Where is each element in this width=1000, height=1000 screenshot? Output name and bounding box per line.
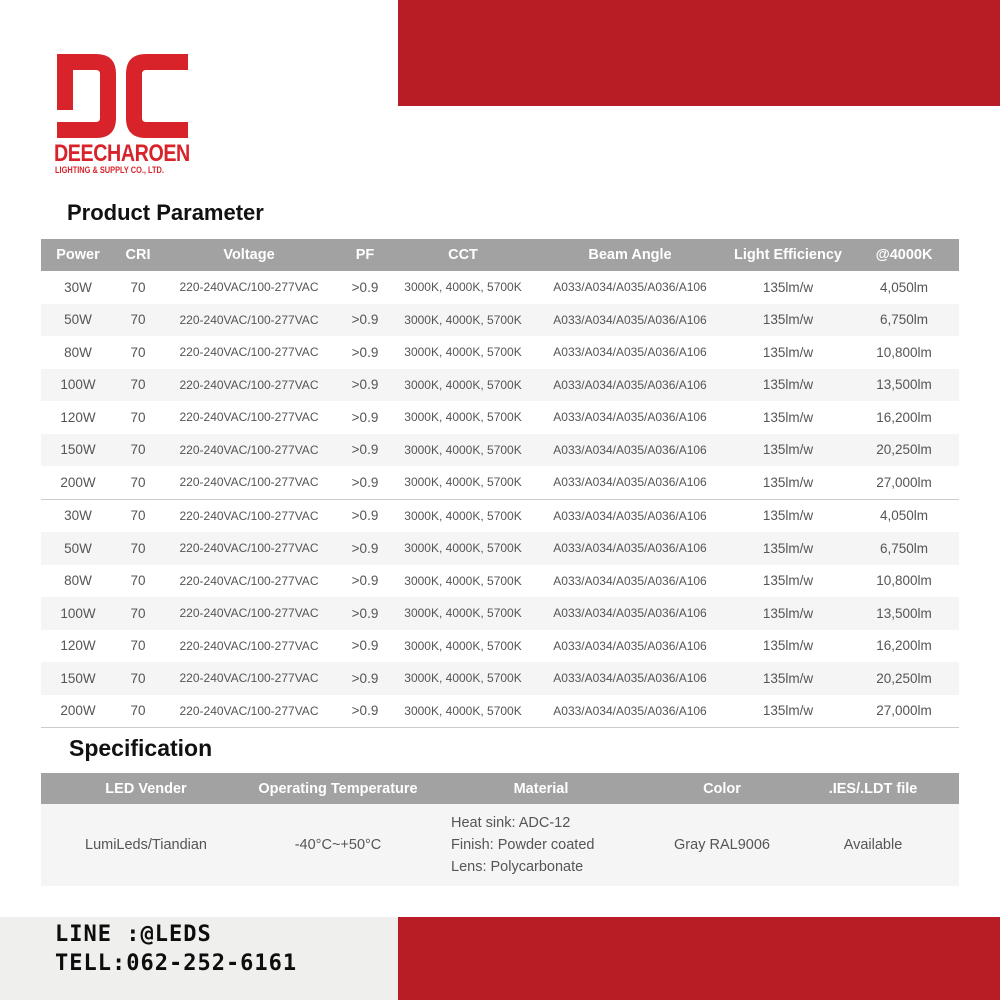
cell-power: 200W <box>60 703 96 719</box>
cell-lumen-4000k: 10,800lm <box>876 573 932 589</box>
cell-power: 80W <box>64 344 92 360</box>
cell-light-efficiency: 135lm/w <box>762 377 814 393</box>
product-parameter-title: Product Parameter <box>67 200 264 225</box>
specification-row <box>41 804 959 886</box>
parameter-group-a <box>41 271 959 499</box>
cell-voltage: 220-240VAC/100-277VAC <box>179 508 319 523</box>
table-row <box>41 500 959 533</box>
header-material: Material <box>513 780 569 797</box>
cell-voltage: 220-240VAC/100-277VAC <box>179 475 319 490</box>
cell-light-efficiency: 135lm/w <box>762 638 814 654</box>
cell-cri: 70 <box>130 703 146 719</box>
cell-light-efficiency: 135lm/w <box>762 573 814 589</box>
cell-lumen-4000k: 4,050lm <box>879 508 929 524</box>
cell-voltage: 220-240VAC/100-277VAC <box>179 377 319 392</box>
cell-power: 200W <box>60 474 96 490</box>
header-color: Color <box>703 780 741 797</box>
material-value <box>425 812 657 878</box>
header-operating-temperature: Operating Temperature <box>258 780 418 797</box>
cell-cct: 3000K, 4000K, 5700K <box>404 280 522 295</box>
cell-pf: >0.9 <box>351 670 379 686</box>
cell-light-efficiency: 135lm/w <box>762 442 814 458</box>
cell-cct: 3000K, 4000K, 5700K <box>404 312 522 327</box>
cell-power: 120W <box>60 409 96 425</box>
cell-voltage: 220-240VAC/100-277VAC <box>179 703 319 718</box>
table-row <box>41 662 959 695</box>
header-light-efficiency: Light Efficiency <box>734 247 842 263</box>
cell-lumen-4000k: 20,250lm <box>876 670 932 686</box>
cell-pf: >0.9 <box>351 638 379 654</box>
cell-cri: 70 <box>130 573 146 589</box>
cell-voltage: 220-240VAC/100-277VAC <box>179 280 319 295</box>
cell-beam-angle: A033/A034/A035/A036/A106 <box>553 345 707 360</box>
cell-cri: 70 <box>130 279 146 295</box>
cell-power: 50W <box>64 540 92 556</box>
cell-pf: >0.9 <box>351 442 379 458</box>
cell-light-efficiency: 135lm/w <box>762 540 814 556</box>
cell-cct: 3000K, 4000K, 5700K <box>404 442 522 457</box>
cell-voltage: 220-240VAC/100-277VAC <box>179 345 319 360</box>
table-row <box>41 369 959 402</box>
header-ies-ldt-file: .IES/.LDT file <box>828 780 918 797</box>
cell-voltage: 220-240VAC/100-277VAC <box>179 638 319 653</box>
cell-beam-angle: A033/A034/A035/A036/A106 <box>553 410 707 425</box>
material-lens: Lens: Polycarbonate <box>451 859 584 875</box>
cell-cri: 70 <box>130 638 146 654</box>
cell-cri: 70 <box>130 605 146 621</box>
cell-cct: 3000K, 4000K, 5700K <box>404 638 522 653</box>
cell-pf: >0.9 <box>351 279 379 295</box>
cell-pf: >0.9 <box>351 409 379 425</box>
cell-cct: 3000K, 4000K, 5700K <box>404 703 522 718</box>
cell-beam-angle: A033/A034/A035/A036/A106 <box>553 312 707 327</box>
table-row <box>41 532 959 565</box>
cell-lumen-4000k: 6,750lm <box>879 312 929 328</box>
cell-cri: 70 <box>130 508 146 524</box>
tel-contact: TELL:062-252-6161 <box>55 951 298 976</box>
cell-cri: 70 <box>130 540 146 556</box>
cell-pf: >0.9 <box>351 573 379 589</box>
parameter-group-b <box>41 500 959 728</box>
table-bottom-line <box>41 727 959 728</box>
header-cct: CCT <box>448 247 478 263</box>
cell-cri: 70 <box>130 312 146 328</box>
cell-power: 100W <box>60 377 96 393</box>
cell-power: 50W <box>64 312 92 328</box>
table-row <box>41 565 959 598</box>
cell-light-efficiency: 135lm/w <box>762 703 814 719</box>
specification-table <box>41 773 959 886</box>
cell-cct: 3000K, 4000K, 5700K <box>404 410 522 425</box>
top-red-banner <box>398 0 1000 106</box>
cell-lumen-4000k: 16,200lm <box>876 409 932 425</box>
cell-power: 150W <box>60 442 96 458</box>
cell-light-efficiency: 135lm/w <box>762 344 814 360</box>
table-row <box>41 434 959 467</box>
cell-light-efficiency: 135lm/w <box>762 474 814 490</box>
cell-cri: 70 <box>130 474 146 490</box>
cell-voltage: 220-240VAC/100-277VAC <box>179 442 319 457</box>
cell-pf: >0.9 <box>351 377 379 393</box>
line-contact: LINE :@LEDS <box>55 922 212 947</box>
cell-light-efficiency: 135lm/w <box>762 508 814 524</box>
cell-power: 100W <box>60 605 96 621</box>
header-beam-angle: Beam Angle <box>588 247 672 263</box>
cell-pf: >0.9 <box>351 344 379 360</box>
cell-cct: 3000K, 4000K, 5700K <box>404 508 522 523</box>
table-row <box>41 597 959 630</box>
cell-beam-angle: A033/A034/A035/A036/A106 <box>553 703 707 718</box>
cell-pf: >0.9 <box>351 703 379 719</box>
header-pf: PF <box>355 247 375 263</box>
cell-cri: 70 <box>130 442 146 458</box>
cell-lumen-4000k: 16,200lm <box>876 638 932 654</box>
cell-light-efficiency: 135lm/w <box>762 605 814 621</box>
cell-beam-angle: A033/A034/A035/A036/A106 <box>553 508 707 523</box>
cell-light-efficiency: 135lm/w <box>762 670 814 686</box>
cell-pf: >0.9 <box>351 312 379 328</box>
cell-cct: 3000K, 4000K, 5700K <box>404 541 522 556</box>
cell-beam-angle: A033/A034/A035/A036/A106 <box>553 541 707 556</box>
cell-lumen-4000k: 27,000lm <box>876 474 932 490</box>
cell-light-efficiency: 135lm/w <box>762 312 814 328</box>
cell-voltage: 220-240VAC/100-277VAC <box>179 410 319 425</box>
cell-lumen-4000k: 13,500lm <box>876 605 932 621</box>
cell-lumen-4000k: 27,000lm <box>876 703 932 719</box>
cell-beam-angle: A033/A034/A035/A036/A106 <box>553 475 707 490</box>
cell-beam-angle: A033/A034/A035/A036/A106 <box>553 671 707 686</box>
cell-light-efficiency: 135lm/w <box>762 279 814 295</box>
color-value: Gray RAL9006 <box>674 837 770 853</box>
cell-voltage: 220-240VAC/100-277VAC <box>179 671 319 686</box>
cell-beam-angle: A033/A034/A035/A036/A106 <box>553 377 707 392</box>
table-row <box>41 271 959 304</box>
cell-lumen-4000k: 13,500lm <box>876 377 932 393</box>
table-row <box>41 695 959 728</box>
cell-lumen-4000k: 4,050lm <box>879 279 929 295</box>
cell-lumen-4000k: 20,250lm <box>876 442 932 458</box>
cell-cri: 70 <box>130 377 146 393</box>
cell-cri: 70 <box>130 670 146 686</box>
cell-beam-angle: A033/A034/A035/A036/A106 <box>553 638 707 653</box>
header-power: Power <box>56 247 100 263</box>
cell-beam-angle: A033/A034/A035/A036/A106 <box>553 606 707 621</box>
cell-light-efficiency: 135lm/w <box>762 409 814 425</box>
header-voltage: Voltage <box>223 247 275 263</box>
material-heat-sink: Heat sink: ADC-12 <box>451 815 571 831</box>
cell-cct: 3000K, 4000K, 5700K <box>404 671 522 686</box>
specification-table-header <box>41 773 959 804</box>
cell-lumen-4000k: 6,750lm <box>879 540 929 556</box>
table-row <box>41 304 959 337</box>
led-vender-value: LumiLeds/Tiandian <box>85 837 207 853</box>
cell-cct: 3000K, 4000K, 5700K <box>404 345 522 360</box>
cell-voltage: 220-240VAC/100-277VAC <box>179 312 319 327</box>
table-row <box>41 401 959 434</box>
header-led-vender: LED Vender <box>105 780 187 797</box>
cell-power: 30W <box>64 508 92 524</box>
cell-cri: 70 <box>130 409 146 425</box>
cell-power: 120W <box>60 638 96 654</box>
cell-beam-angle: A033/A034/A035/A036/A106 <box>553 442 707 457</box>
table-row <box>41 336 959 369</box>
cell-cct: 3000K, 4000K, 5700K <box>404 475 522 490</box>
cell-lumen-4000k: 10,800lm <box>876 344 932 360</box>
dc-logo-mark-icon <box>54 52 194 140</box>
cell-beam-angle: A033/A034/A035/A036/A106 <box>553 280 707 295</box>
cell-voltage: 220-240VAC/100-277VAC <box>179 606 319 621</box>
operating-temperature-value: -40°C~+50°C <box>294 837 382 853</box>
cell-voltage: 220-240VAC/100-277VAC <box>179 541 319 556</box>
brand-subtitle: LIGHTING & SUPPLY CO., LTD. <box>55 165 164 176</box>
cell-cri: 70 <box>130 344 146 360</box>
cell-pf: >0.9 <box>351 474 379 490</box>
header-lumen-4000k: @4000K <box>875 247 933 263</box>
cell-beam-angle: A033/A034/A035/A036/A106 <box>553 573 707 588</box>
cell-pf: >0.9 <box>351 508 379 524</box>
cell-cct: 3000K, 4000K, 5700K <box>404 377 522 392</box>
cell-pf: >0.9 <box>351 605 379 621</box>
table-row <box>41 630 959 663</box>
brand-name: DEECHAROEN <box>54 140 190 167</box>
cell-cct: 3000K, 4000K, 5700K <box>404 573 522 588</box>
header-cri: CRI <box>125 247 151 263</box>
company-logo <box>54 52 194 182</box>
product-parameter-table <box>41 239 959 728</box>
parameter-table-header <box>41 239 959 271</box>
footer-red-banner <box>398 917 1000 1000</box>
table-row <box>41 466 959 499</box>
cell-voltage: 220-240VAC/100-277VAC <box>179 573 319 588</box>
cell-cct: 3000K, 4000K, 5700K <box>404 606 522 621</box>
material-finish: Finish: Powder coated <box>451 837 595 853</box>
specification-title: Specification <box>69 735 213 761</box>
cell-power: 30W <box>64 279 92 295</box>
ies-file-value: Available <box>843 837 903 853</box>
cell-pf: >0.9 <box>351 540 379 556</box>
cell-power: 150W <box>60 670 96 686</box>
cell-power: 80W <box>64 573 92 589</box>
